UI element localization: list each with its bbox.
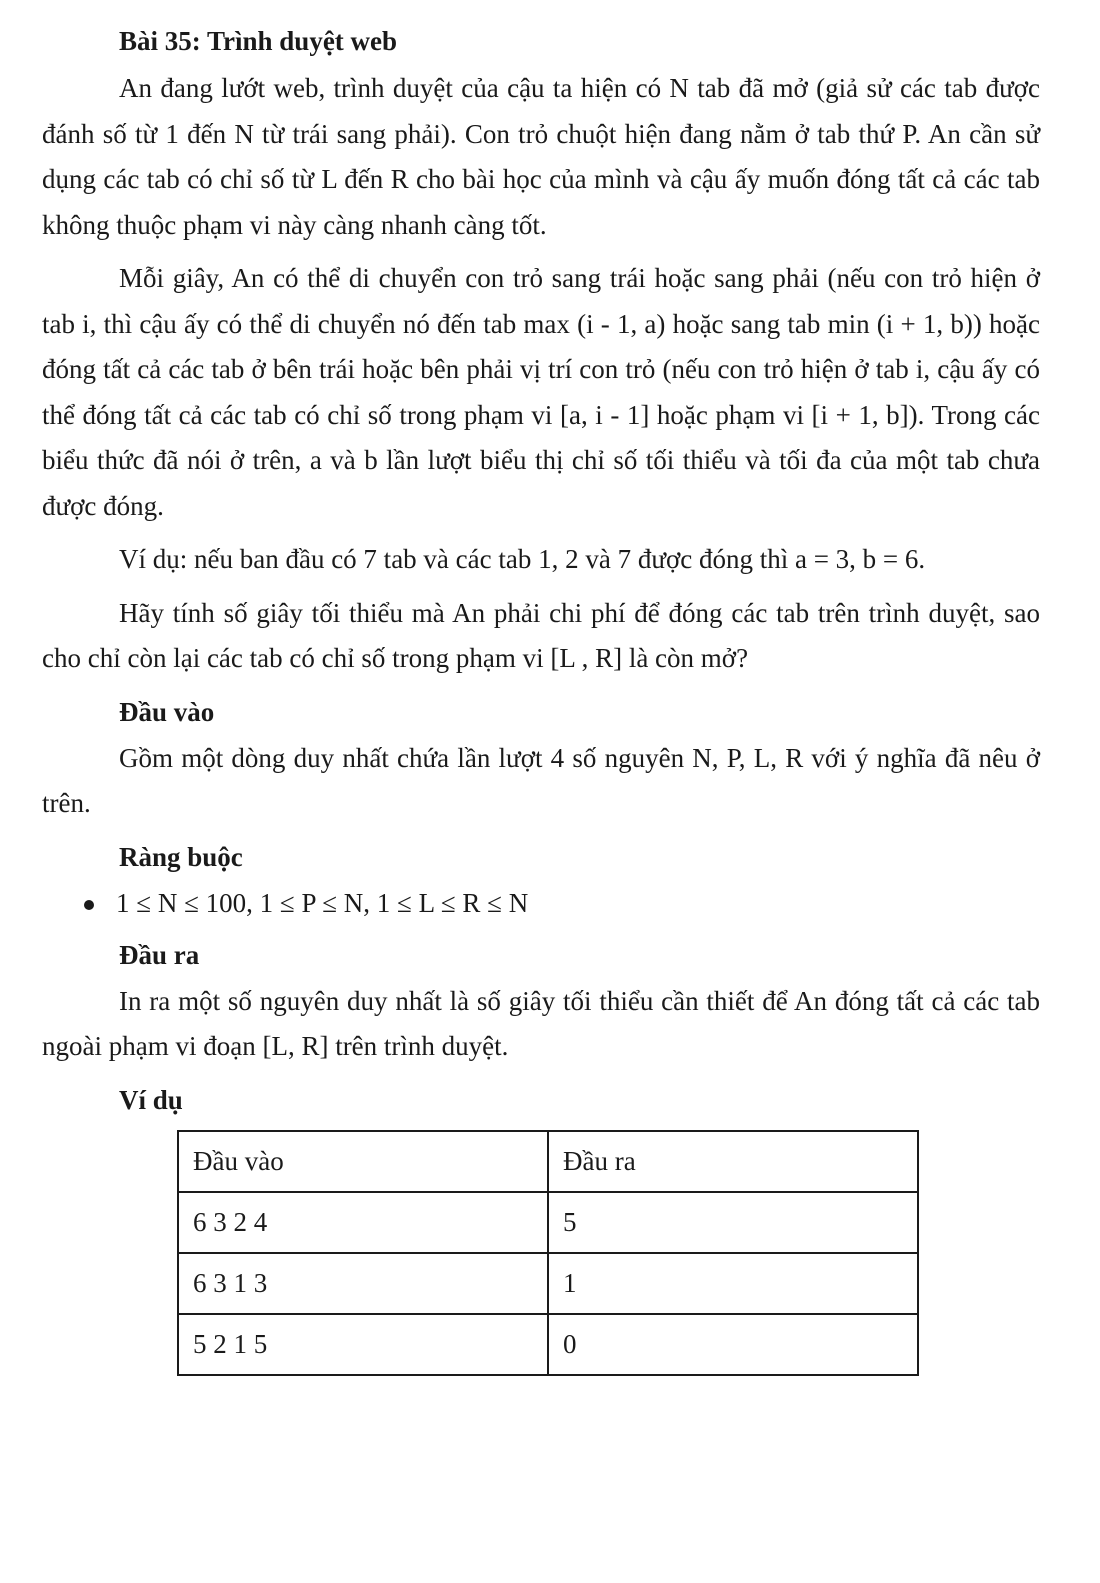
example-heading: Ví dụ bbox=[119, 1084, 183, 1115]
input-cell: 5 2 1 5 bbox=[178, 1314, 548, 1375]
constraints-heading: Ràng buộc bbox=[119, 841, 243, 872]
example-note: Ví dụ: nếu ban đầu có 7 tab và các tab 1, 2 và 7 được đóng thì a = 3, b = 6. bbox=[119, 544, 926, 574]
table-header-row bbox=[178, 1131, 918, 1192]
output-cell: 5 bbox=[548, 1192, 918, 1253]
header-cell-output: Đầu ra bbox=[548, 1131, 918, 1192]
question-paragraph: Hãy tính số giây tối thiểu mà An phải chi phí để đóng các tab trên trình duyệt, sao cho chỉ còn lại các tab có chỉ số trong phạm vi [L , R] là còn mở? bbox=[42, 597, 1040, 673]
input-heading: Đầu vào bbox=[119, 696, 215, 727]
header-cell-input: Đầu vào bbox=[178, 1131, 548, 1192]
table-row bbox=[178, 1253, 918, 1314]
output-description: In ra một số nguyên duy nhất là số giây tối thiểu cần thiết để An đóng tất cả các tab ngoài phạm vi đoạn [L, R] trên trình duyệt. bbox=[42, 985, 1040, 1061]
statement-paragraph-1: An đang lướt web, trình duyệt của cậu ta hiện có N tab đã mở (giả sử các tab được đánh số từ 1 đến N từ trái sang phải). Con trỏ chuột hiện đang nằm ở tab thứ P. An cần sử dụng các tab có chỉ số từ L đến R cho bài học của mình và cậu ấy muốn đóng tất cả các tab không thuộc phạm vi này càng nhanh càng tốt. bbox=[42, 73, 1040, 240]
constraint-item bbox=[42, 881, 1040, 925]
statement-paragraph-2: Mỗi giây, An có thể di chuyển con trỏ sang trái hoặc sang phải (nếu con trỏ hiện ở tab i, thì cậu ấy có thể di chuyển nó đến tab max (i - 1, a) hoặc sang tab min (i + 1, b)) hoặc đóng tất cả các tab ở bên trái hoặc bên phải vị trí con trỏ (nếu con trỏ hiện ở tab i, cậu ấy có thể đóng tất cả các tab có chỉ số trong phạm vi [a, i - 1] hoặc phạm vi [i + 1, b]). Trong các biểu thức đã nói ở trên, a và b lần lượt biểu thị chỉ số tối thiểu và tối đa của một tab chưa được đóng. bbox=[42, 263, 1040, 521]
constraint-text: 1 ≤ N ≤ 100, 1 ≤ P ≤ N, 1 ≤ L ≤ R ≤ N bbox=[116, 887, 529, 918]
example-table bbox=[177, 1130, 919, 1376]
output-cell: 1 bbox=[548, 1253, 918, 1314]
input-cell: 6 3 1 3 bbox=[178, 1253, 548, 1314]
table-row bbox=[178, 1314, 918, 1375]
problem-title: Bài 35: Trình duyệt web bbox=[119, 26, 398, 56]
table-row bbox=[178, 1192, 918, 1253]
output-heading: Đầu ra bbox=[119, 939, 200, 970]
input-cell: 6 3 2 4 bbox=[178, 1192, 548, 1253]
output-cell: 0 bbox=[548, 1314, 918, 1375]
bullet-icon bbox=[84, 900, 94, 910]
input-description: Gồm một dòng duy nhất chứa lần lượt 4 số nguyên N, P, L, R với ý nghĩa đã nêu ở trên. bbox=[42, 742, 1040, 818]
